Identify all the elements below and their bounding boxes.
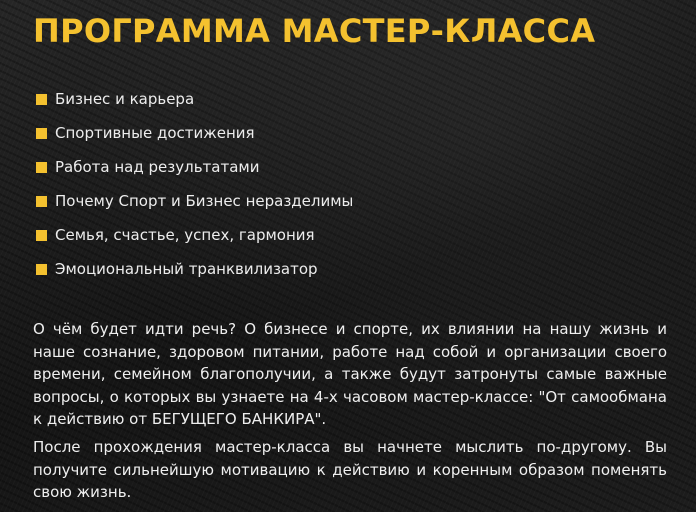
list-item (36, 82, 353, 116)
square-bullet-icon (36, 94, 47, 105)
list-item-label: Работа над результатами (55, 158, 260, 176)
list-item (36, 184, 353, 218)
square-bullet-icon (36, 264, 47, 275)
list-item (36, 150, 353, 184)
square-bullet-icon (36, 128, 47, 139)
outcome-paragraph: После прохождения мастер-класса вы начнете мыслить по-другому. Вы получите сильнейшую мотивацию к действию и коренным образом поменять свою жизнь. (33, 438, 667, 501)
list-item (36, 218, 353, 252)
list-item-label: Эмоциональный транквилизатор (55, 260, 318, 278)
list-item (36, 252, 353, 286)
list-item-label: Спортивные достижения (55, 124, 255, 142)
square-bullet-icon (36, 196, 47, 207)
list-item (36, 116, 353, 150)
page-title: ПРОГРАММА МАСТЕР-КЛАССА (33, 12, 596, 50)
square-bullet-icon (36, 230, 47, 241)
list-item-label: Почему Спорт и Бизнес неразделимы (55, 192, 354, 210)
description-paragraph: О чём будет идти речь? О бизнесе и спорте, их влиянии на нашу жизнь и наше сознание, здоровом питании, работе над собой и организации своего времени, семейном благополучии, а также будут затронуты самые важные вопросы, о которых вы узнаете на 4-х часовом мастер-классе: "От самообмана к действию от БЕГУЩЕГО БАНКИРА". (33, 320, 667, 428)
program-topics-list (36, 82, 353, 286)
list-item-label: Бизнес и карьера (55, 90, 195, 108)
list-item-label: Семья, счастье, успех, гармония (55, 226, 315, 244)
square-bullet-icon (36, 162, 47, 173)
